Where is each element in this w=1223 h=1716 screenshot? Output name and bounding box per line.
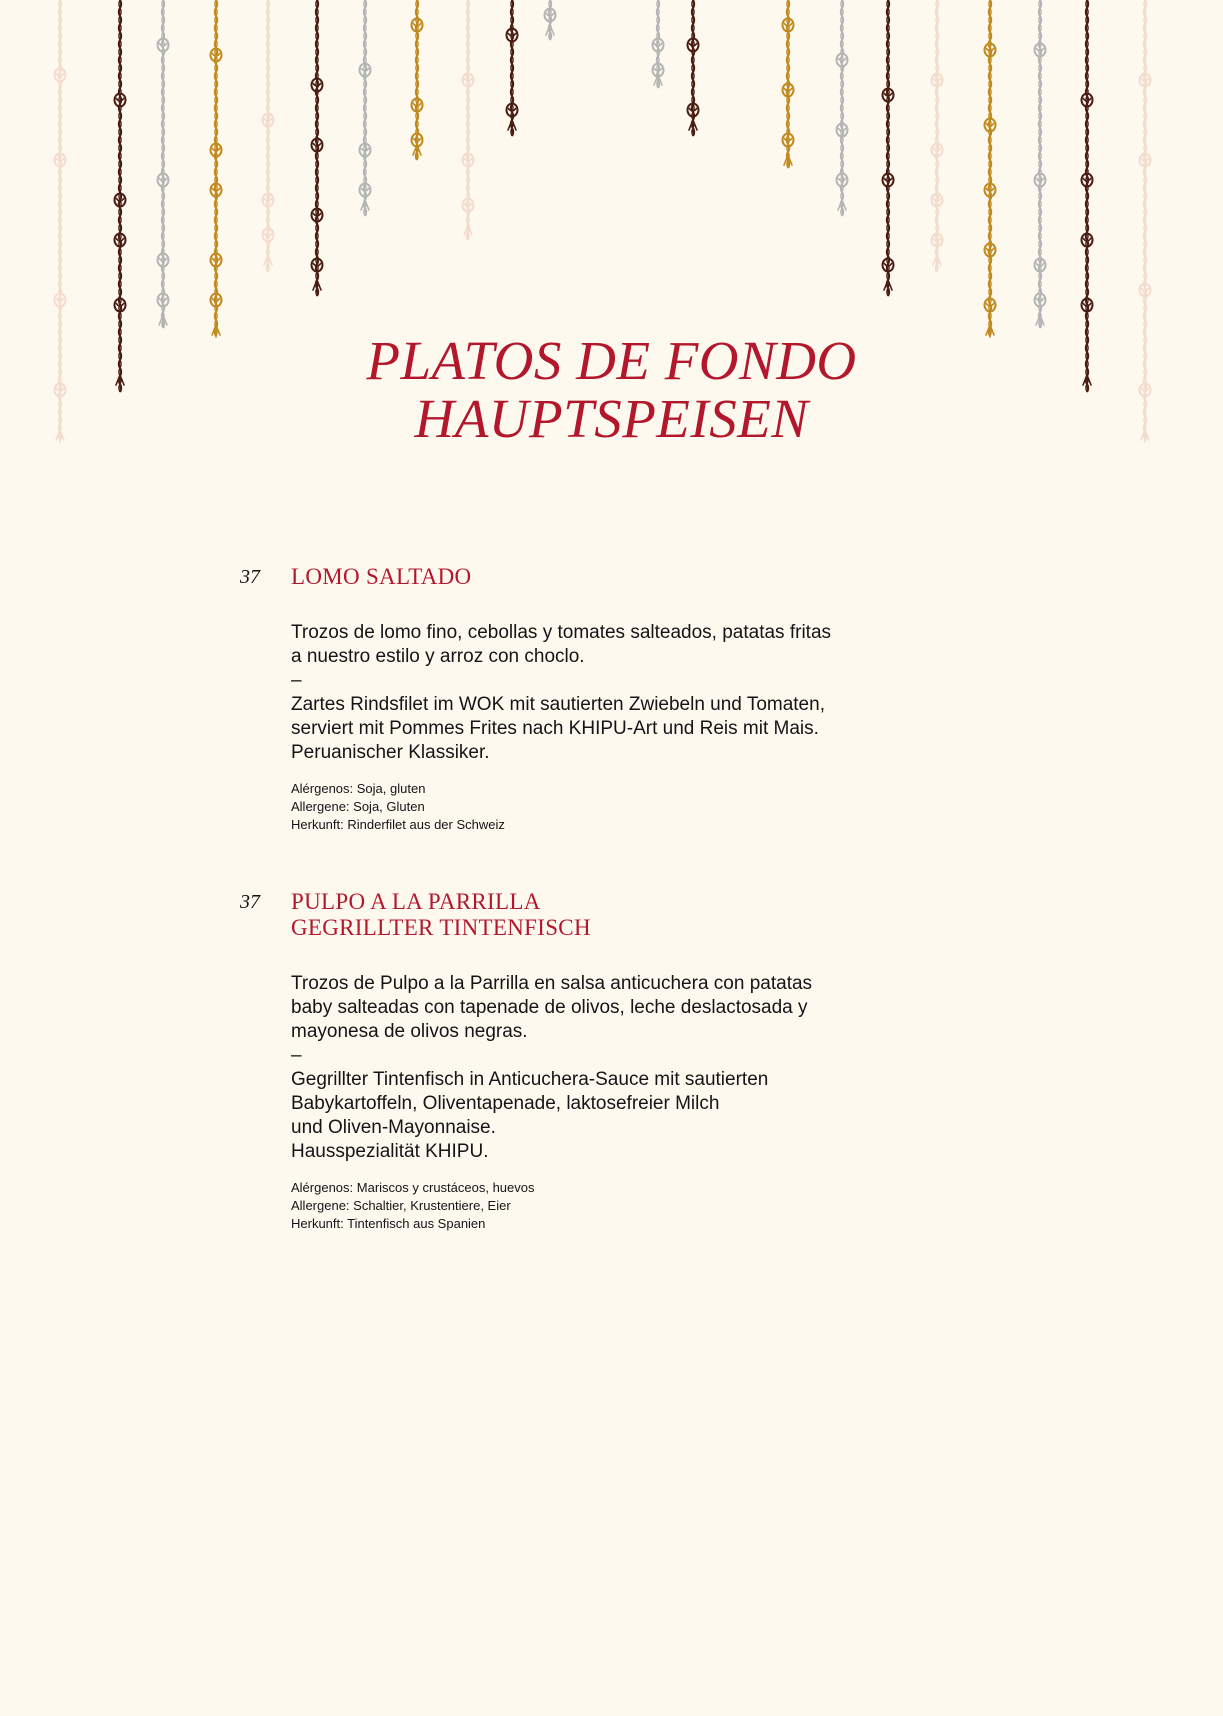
- knotted-rope-icon: [507, 0, 518, 136]
- knotted-rope-icon: [653, 0, 664, 88]
- dish-name: [291, 564, 960, 590]
- knotted-rope-icon: [837, 0, 848, 216]
- origin: Herkunft: Rinderfilet aus der Schweiz: [291, 817, 505, 832]
- knotted-rope-icon: [211, 0, 222, 337]
- dish-description: [291, 621, 960, 765]
- dish-price: 37: [240, 566, 260, 588]
- page-title: [0, 332, 1223, 448]
- description-line: mayonesa de olivos negras.: [291, 1021, 528, 1042]
- description-separator: –: [291, 1045, 302, 1066]
- allergens-german: Allergene: Soja, Gluten: [291, 799, 425, 814]
- knotted-rope-icon: [883, 0, 894, 296]
- knotted-rope-icon: [360, 0, 371, 216]
- description-line: Gegrillter Tintenfisch in Anticuchera-Sauce mit sautierten: [291, 1069, 769, 1090]
- description-separator: –: [291, 670, 302, 691]
- dish-name-line: LOMO SALTADO: [291, 564, 472, 589]
- dish-name: [291, 889, 960, 941]
- knotted-rope-icon: [1035, 0, 1046, 328]
- description-line: a nuestro estilo y arroz con choclo.: [291, 646, 585, 667]
- description-line: Trozos de lomo fino, cebollas y tomates salteados, patatas fritas: [291, 622, 832, 643]
- dish-allergen-info: [291, 780, 960, 834]
- knotted-rope-icon: [463, 0, 474, 240]
- knotted-rope-icon: [158, 0, 169, 328]
- description-line: Babykartoffeln, Oliventapenade, laktosefreier Milch: [291, 1093, 720, 1114]
- knotted-rope-icon: [932, 0, 943, 272]
- dish-allergen-info: [291, 1179, 960, 1233]
- knotted-rope-icon: [985, 0, 996, 337]
- description-line: Peruanischer Klassiker.: [291, 742, 490, 763]
- knotted-rope-icon: [783, 0, 794, 168]
- knotted-rope-icon: [412, 0, 423, 160]
- page-title-german: HAUPTSPEISEN: [414, 388, 809, 449]
- page-title-spanish: PLATOS DE FONDO: [366, 330, 857, 391]
- dish-name-line: GEGRILLTER TINTENFISCH: [291, 915, 591, 940]
- description-line: und Oliven-Mayonnaise.: [291, 1117, 496, 1138]
- knotted-rope-icon: [688, 0, 699, 136]
- allergens-spanish: Alérgenos: Mariscos y crustáceos, huevos: [291, 1180, 535, 1195]
- dish-lomo-saltado: [240, 564, 960, 834]
- dish-pulpo-a-la-parrilla: [240, 889, 960, 1233]
- description-line: Zartes Rindsfilet im WOK mit sautierten Zwiebeln und Tomaten,: [291, 694, 825, 715]
- knotted-rope-icon: [545, 0, 556, 40]
- description-line: Trozos de Pulpo a la Parrilla en salsa anticuchera con patatas: [291, 973, 813, 994]
- allergens-spanish: Alérgenos: Soja, gluten: [291, 781, 426, 796]
- knotted-rope-icon: [312, 0, 323, 296]
- description-line: baby salteadas con tapenade de olivos, leche deslactosada y: [291, 997, 808, 1018]
- knotted-rope-icon: [263, 0, 274, 272]
- allergens-german: Allergene: Schaltier, Krustentiere, Eier: [291, 1198, 511, 1213]
- description-line: serviert mit Pommes Frites nach KHIPU-Art und Reis mit Mais.: [291, 718, 819, 739]
- origin: Herkunft: Tintenfisch aus Spanien: [291, 1216, 486, 1231]
- dish-name-line: PULPO A LA PARRILLA: [291, 889, 541, 914]
- dish-price: 37: [240, 891, 260, 913]
- dish-description: [291, 972, 960, 1164]
- description-line: Hausspezialität KHIPU.: [291, 1141, 489, 1162]
